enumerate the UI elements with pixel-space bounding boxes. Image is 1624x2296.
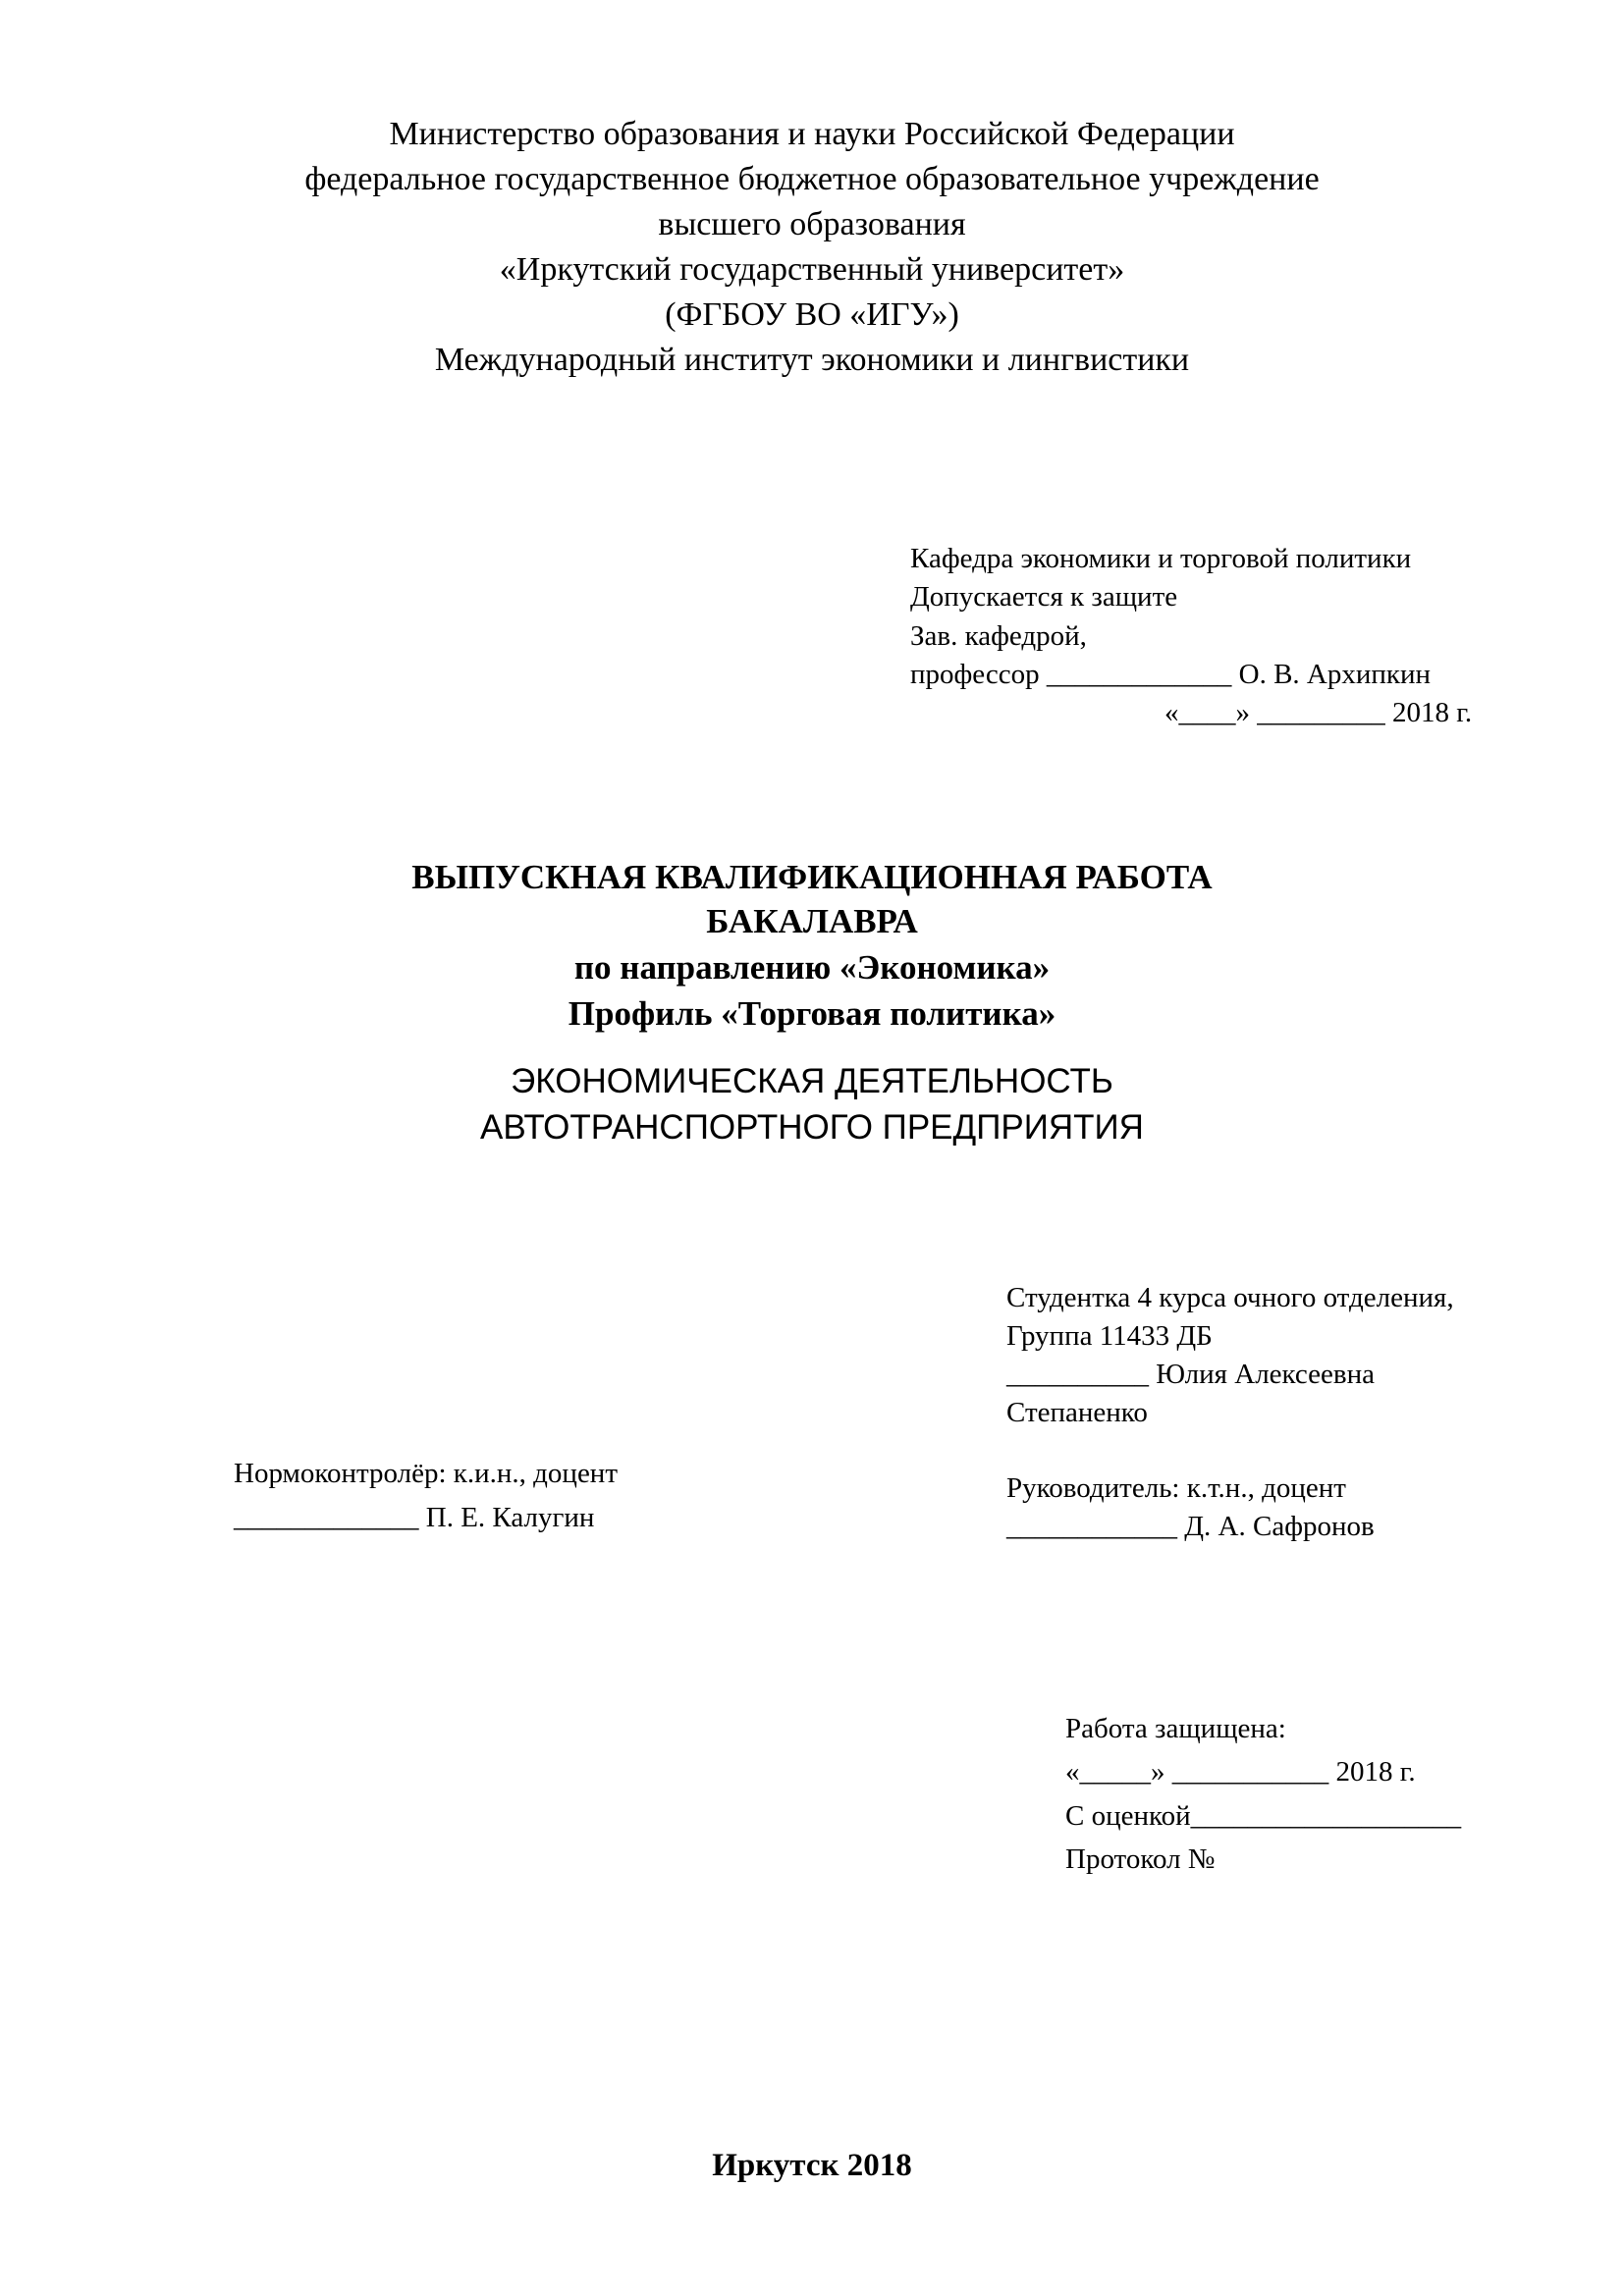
institution-type-line: федеральное государственное бюджетное образовательное учреждение	[304, 161, 1320, 197]
profile-line: Профиль «Торговая политика»	[568, 994, 1056, 1033]
city-year-line: Иркутск 2018	[712, 2148, 912, 2183]
student-course-line: Студентка 4 курса очного отделения,	[1006, 1282, 1454, 1313]
head-of-department-line: Зав. кафедрой,	[910, 620, 1087, 652]
ministry-line: Министерство образования и науки Российской Федерации	[389, 116, 1235, 152]
student-surname-line: Степаненко	[1006, 1397, 1148, 1428]
admitted-line: Допускается к защите	[910, 581, 1178, 613]
subject-line-1: ЭКОНОМИЧЕСКАЯ ДЕЯТЕЛЬНОСТЬ	[511, 1062, 1113, 1100]
defense-grade-line: С оценкой___________________	[1065, 1800, 1462, 1832]
supervisor-title-line: Руководитель: к.т.н., доцент	[1006, 1472, 1346, 1504]
defense-status-line: Работа защищена:	[1065, 1713, 1286, 1744]
defense-date-line: «_____» ___________ 2018 г.	[1065, 1756, 1416, 1788]
normcontrol-signature-line: _____________ П. Е. Калугин	[234, 1502, 595, 1533]
student-name-line: __________ Юлия Алексеевна	[1006, 1359, 1375, 1390]
supervisor-signature-line: ____________ Д. А. Сафронов	[1006, 1511, 1375, 1542]
normcontrol-title-line: Нормоконтролёр: к.и.н., доцент	[234, 1458, 619, 1489]
student-group-line: Группа 11433 ДБ	[1006, 1320, 1213, 1352]
professor-signature-line: профессор _____________ О. В. Архипкин	[910, 659, 1432, 690]
thesis-title-line-2: БАКАЛАВРА	[706, 902, 918, 940]
university-name-line: «Иркутский государственный университет»	[499, 251, 1125, 288]
approval-date-line: «____» _________ 2018 г.	[1164, 697, 1473, 728]
department-line: Кафедра экономики и торговой политики	[910, 543, 1412, 574]
direction-line: по направлению «Экономика»	[573, 948, 1051, 987]
institute-line: Международный институт экономики и лингвистики	[434, 342, 1190, 378]
education-level-line: высшего образования	[658, 206, 966, 242]
defense-protocol-line: Протокол №	[1065, 1843, 1216, 1875]
university-abbr-line: (ФГБОУ ВО «ИГУ»)	[665, 296, 959, 333]
subject-line-2: АВТОТРАНСПОРТНОГО ПРЕДПРИЯТИЯ	[480, 1108, 1144, 1147]
thesis-title-line-1: ВЫПУСКНАЯ КВАЛИФИКАЦИОННАЯ РАБОТА	[411, 858, 1213, 896]
